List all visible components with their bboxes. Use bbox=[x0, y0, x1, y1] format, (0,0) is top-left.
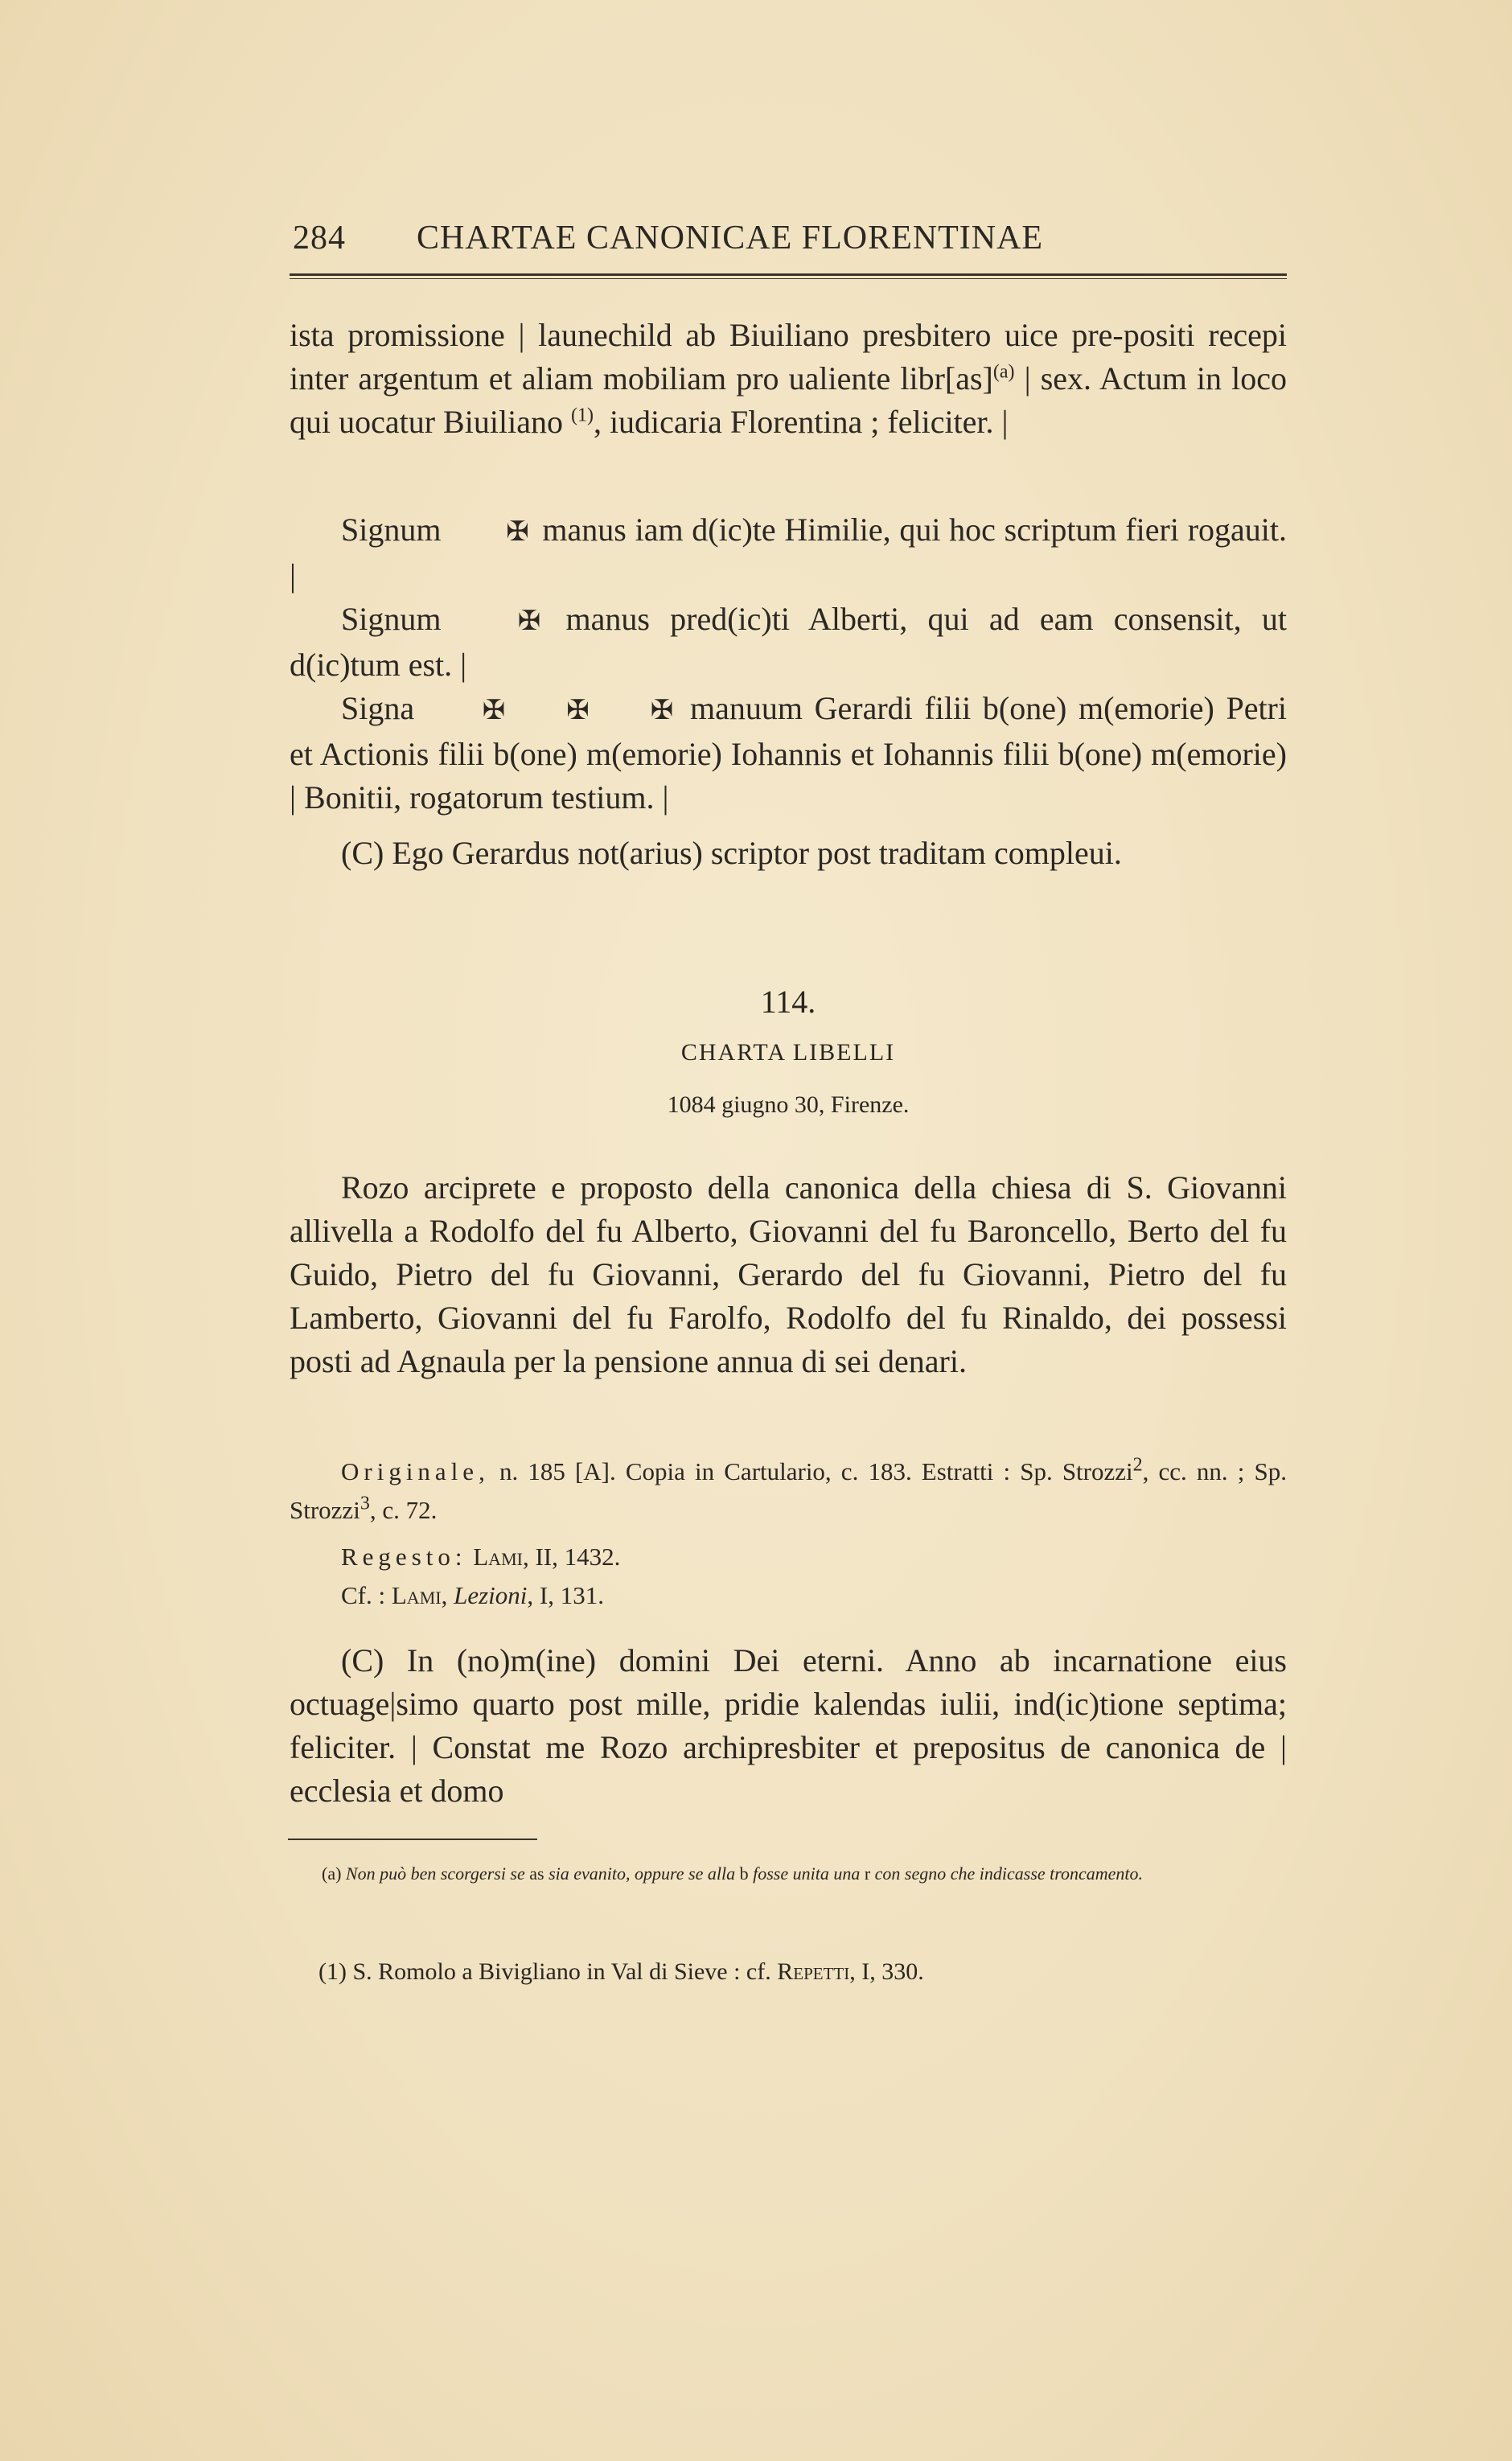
charter-title: CHARTA LIBELLI bbox=[680, 1039, 896, 1066]
footnote-rule bbox=[288, 1839, 537, 1840]
cross-icon: ✠ bbox=[482, 696, 506, 725]
notary-subscription: (C) Ego Gerardus not(arius) scriptor post traditam compleui. bbox=[341, 835, 1122, 871]
footnote-ref-a: (a) bbox=[992, 361, 1015, 383]
header-rule-thin bbox=[290, 278, 1287, 279]
running-title: CHARTAE CANONICAE FLORENTINAE bbox=[417, 220, 1044, 257]
charter-number: 114. bbox=[760, 984, 816, 1020]
cross-icon: ✠ bbox=[566, 696, 590, 725]
running-header bbox=[293, 219, 1287, 257]
signum-alberti: Signum ✠ manus pred(ic)ti Alberti, qui ad eam consensit, ut d(ic)tum est. | bbox=[290, 601, 1287, 683]
cross-icon: ✠ bbox=[517, 606, 541, 636]
originale-line: Originale, n. 185 [A]. Copia in Cartulario, c. 183. Estratti : Sp. Strozzi$^2$, cc. nn. ; Sp. Strozzi$^3$, c. 72. bbox=[290, 1454, 1287, 1524]
prev-charter-text bbox=[290, 314, 1287, 444]
footnote-a: (a) Non può ben scorgersi se as sia evanito, oppure se alla b fosse unita una r con segno che indicasse troncamento. bbox=[322, 1863, 1144, 1884]
charter-date-place: 1084 giugno 30, Firenze. bbox=[667, 1091, 910, 1118]
header-rule bbox=[290, 273, 1287, 276]
charter-text: (C) In (no)m(ine) domini Dei eterni. Anno ab incarnatione eius octuage|simo quarto post mille, pridie kalendas iulii, ind(ic)tione septima; feliciter. | Constat me Rozo archipresbiter et prepositus de canonica de | ecclesia et domo bbox=[290, 1642, 1287, 1809]
tradition-notes bbox=[290, 1452, 1287, 1615]
regesto-line: Regesto: Lami, II, 1432. bbox=[341, 1543, 621, 1571]
cross-icon: ✠ bbox=[650, 696, 674, 725]
footnote-1: (1) S. Romolo a Bivigliano in Val di Sieve : cf. Repetti, I, 330. bbox=[318, 1958, 924, 1985]
signa-block bbox=[290, 508, 1287, 820]
cross-icon: ✠ bbox=[506, 517, 529, 547]
paragraph: ista promissione | launechild ab Biuiliano presbitero uice pre-positi recepi inter argentum et aliam mobiliam pro ualiente libr[as]$^{(a)}$ | sex. Actum in loco qui uocatur Biuiliano $^{(1)}$, iudicaria Florentina ; feliciter. | bbox=[290, 317, 1288, 440]
charter-summary: Rozo arciprete e proposto della canonica della chiesa di S. Giovanni allivella a Rodolfo del fu Alberto, Giovanni del fu Baroncello, Berto del fu Guido, Pietro del fu Giovanni, Gerardo del fu Giovanni, Pietro del fu Lamberto, Giovanni del fu Farolfo, Rodolfo del fu Rinaldo, dei possessi posti ad Agnaula per la pensione annua di sei denari. bbox=[290, 1169, 1287, 1379]
signum-himilie: Signum ✠ manus iam d(ic)te Himilie, qui hoc scriptum fieri rogauit. | bbox=[290, 512, 1287, 594]
cf-line: Cf. : Lami, Lezioni, I, 131. bbox=[341, 1581, 604, 1609]
signa-testium: Signa ✠ ✠ ✠ manuum Gerardi filii b(one) m(emorie) Petri et Actionis filii b(one) m(emorie) Iohannis et Iohannis filii b(one) m(emorie) | Bonitii, rogatorum testium. | bbox=[290, 690, 1287, 816]
footnote-ref-1: (1) bbox=[570, 405, 594, 426]
page-number: 284 bbox=[293, 220, 346, 257]
